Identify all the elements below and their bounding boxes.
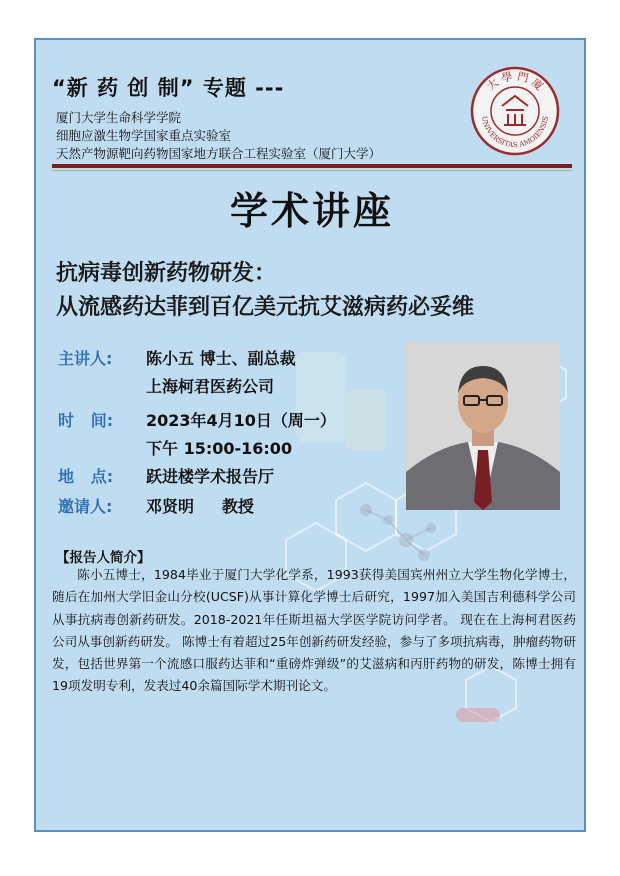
header-divider	[52, 164, 572, 168]
xiamen-university-seal	[470, 66, 560, 156]
svg-text:UNIVERSITAS AMOIENSIS: UNIVERSITAS AMOIENSIS	[479, 115, 550, 150]
speaker-photo	[406, 342, 560, 510]
poster-title: 学术讲座	[229, 189, 394, 233]
host-label: 邀请人:	[58, 497, 113, 516]
bio-heading: 【报告人简介】	[56, 550, 151, 566]
bio-text: 陈小五博士，1984毕业于厦门大学化学系，1993获得美国宾州州立大学生物化学博士，随后在加州大学旧金山分校(UCSF)从事计算化学博士后研究，1997加入美国吉利德科学公司从事抗病毒创新药研发。2018-2021年任斯坦福大学医学院访问学者。 现在在上海柯君医药公司从事创新药研发。 陈博士有着超过25年创新药研发经验，参与了多项抗病毒，肿瘤药物研发，包括世界第一个流感口服药达菲和“重磅炸弹级”的艾滋病和丙肝药物的研发，陈博士拥有19项发明专利，发表过40余篇国际学术期刊论文。	[52, 567, 576, 694]
affiliation-3: 天然产物源靶向药物国家地方联合工程实验室（厦门大学）	[56, 146, 382, 161]
affiliation-2: 细胞应激生物学国家重点实验室	[56, 128, 232, 143]
svg-text:大 學 門 廈: 大 學 門 廈	[484, 69, 546, 94]
lecture-poster	[34, 38, 586, 832]
lecture-topic-line-2: 从流感药达菲到百亿美元抗艾滋病药必妥维	[56, 295, 475, 320]
time-label: 时 间:	[58, 411, 114, 430]
affiliation-1: 厦门大学生命科学学院	[56, 110, 182, 125]
series-title: “新 药 创 制” 专题 ---	[52, 76, 285, 100]
host-name: 邓贤明 教授	[146, 497, 254, 516]
lecture-time: 下午 15:00-16:00	[146, 439, 293, 458]
lecture-place: 跃进楼学术报告厅	[146, 467, 275, 486]
lecture-topic-line-1: 抗病毒创新药物研发：	[56, 261, 277, 286]
place-label: 地 点:	[58, 467, 114, 486]
speaker-company: 上海柯君医药公司	[146, 377, 275, 396]
lecture-date: 2023年4月10日（周一）	[146, 411, 336, 430]
header-divider-thin	[52, 170, 572, 171]
speaker-label: 主讲人:	[58, 349, 113, 368]
speaker-name: 陈小五 博士、副总裁	[146, 349, 296, 368]
